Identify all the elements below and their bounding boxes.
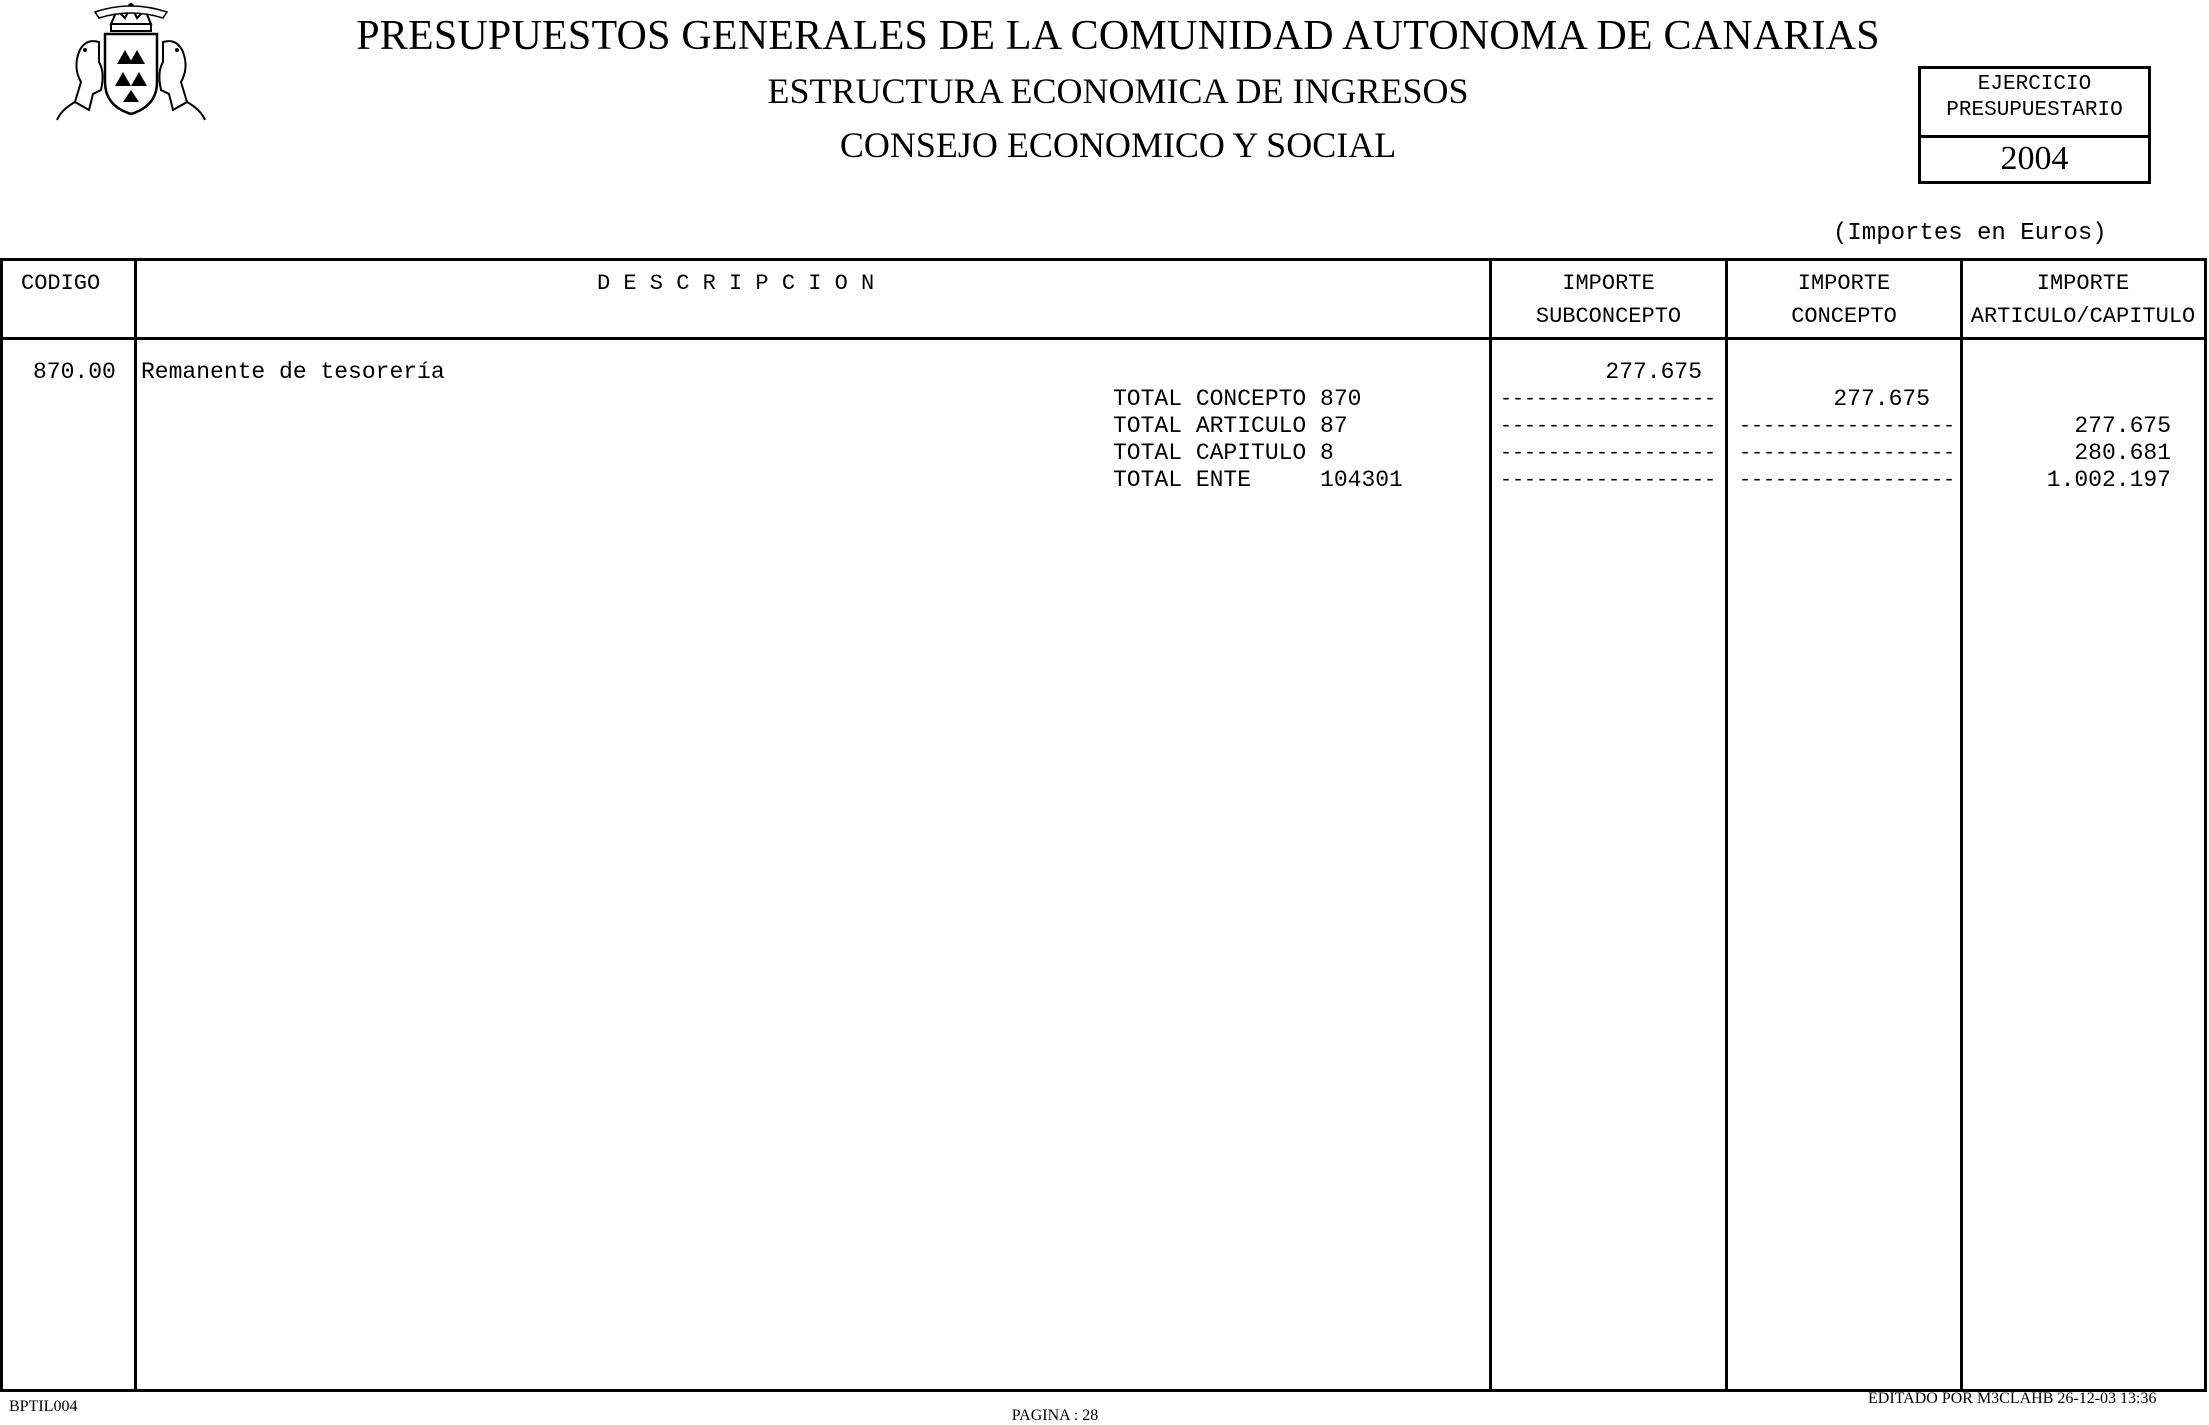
report-code: BPTIL004	[9, 1398, 78, 1415]
header-subconcepto-line1: IMPORTE	[1562, 271, 1655, 296]
total-importe-capitulo: 280.681	[2074, 440, 2171, 466]
total-dashes: ------------------	[1739, 415, 1956, 438]
header-articulo-line2: ARTICULO/CAPITULO	[1970, 304, 2196, 329]
total-importe-articulo: 277.675	[2074, 413, 2171, 439]
fiscal-year-label-line1: EJERCICIO	[1977, 73, 2092, 96]
page-subtitle: ESTRUCTURA ECONOMICA DE INGRESOS	[767, 71, 1469, 111]
row-importe-subconcepto: 277.675	[1605, 359, 1702, 385]
row-descripcion: Remanente de tesorería	[141, 359, 445, 385]
row-codigo: 870.00	[33, 359, 116, 385]
total-label: TOTAL ARTICULO 87	[1113, 413, 1348, 439]
header-codigo: CODIGO	[21, 271, 101, 296]
total-dashes: ------------------	[1739, 469, 1956, 492]
header-subconcepto-line2: SUBCONCEPTO	[1535, 304, 1682, 329]
header-articulo-line1: IMPORTE	[2036, 271, 2130, 296]
fiscal-year-value: 2004	[2000, 140, 2069, 177]
total-label: TOTAL CONCEPTO 870	[1113, 386, 1362, 412]
column-divider-descripcion	[1489, 258, 1492, 1392]
column-divider-subconcepto	[1725, 258, 1728, 1392]
page-title: PRESUPUESTOS GENERALES DE LA COMUNIDAD AUTONOMA DE CANARIAS	[356, 13, 1880, 59]
total-label: TOTAL ENTE 104301	[1113, 467, 1403, 493]
entity-name: CONSEJO ECONOMICO Y SOCIAL	[839, 125, 1397, 165]
total-importe-ente: 1.002.197	[2046, 467, 2171, 493]
fiscal-year-label-line2: PRESUPUESTARIO	[1946, 99, 2123, 122]
fiscal-year-box	[1918, 66, 2151, 184]
header-divider	[0, 337, 2207, 340]
header-concepto-line1: IMPORTE	[1797, 271, 1891, 296]
page-number: PAGINA : 28	[1011, 1407, 1099, 1424]
units-note: (Importes en Euros)	[1833, 220, 2107, 247]
edited-by: EDITADO POR M3CLAHB 26-12-03 13:36	[1868, 1390, 2157, 1407]
total-dashes: ------------------	[1500, 388, 1717, 411]
column-divider-codigo	[134, 258, 137, 1392]
fiscal-year-divider	[1921, 135, 2148, 138]
fiscal-year-label	[1921, 72, 2148, 124]
total-dashes: ------------------	[1500, 415, 1717, 438]
total-importe-concepto: 277.675	[1833, 386, 1930, 412]
header-concepto-line2: CONCEPTO	[1791, 304, 1897, 329]
total-label: TOTAL CAPITULO 8	[1113, 440, 1334, 466]
total-dashes: ------------------	[1500, 442, 1717, 465]
total-dashes: ------------------	[1739, 442, 1956, 465]
header-descripcion: D E S C R I P C I O N	[597, 271, 875, 296]
total-dashes: ------------------	[1500, 469, 1717, 492]
